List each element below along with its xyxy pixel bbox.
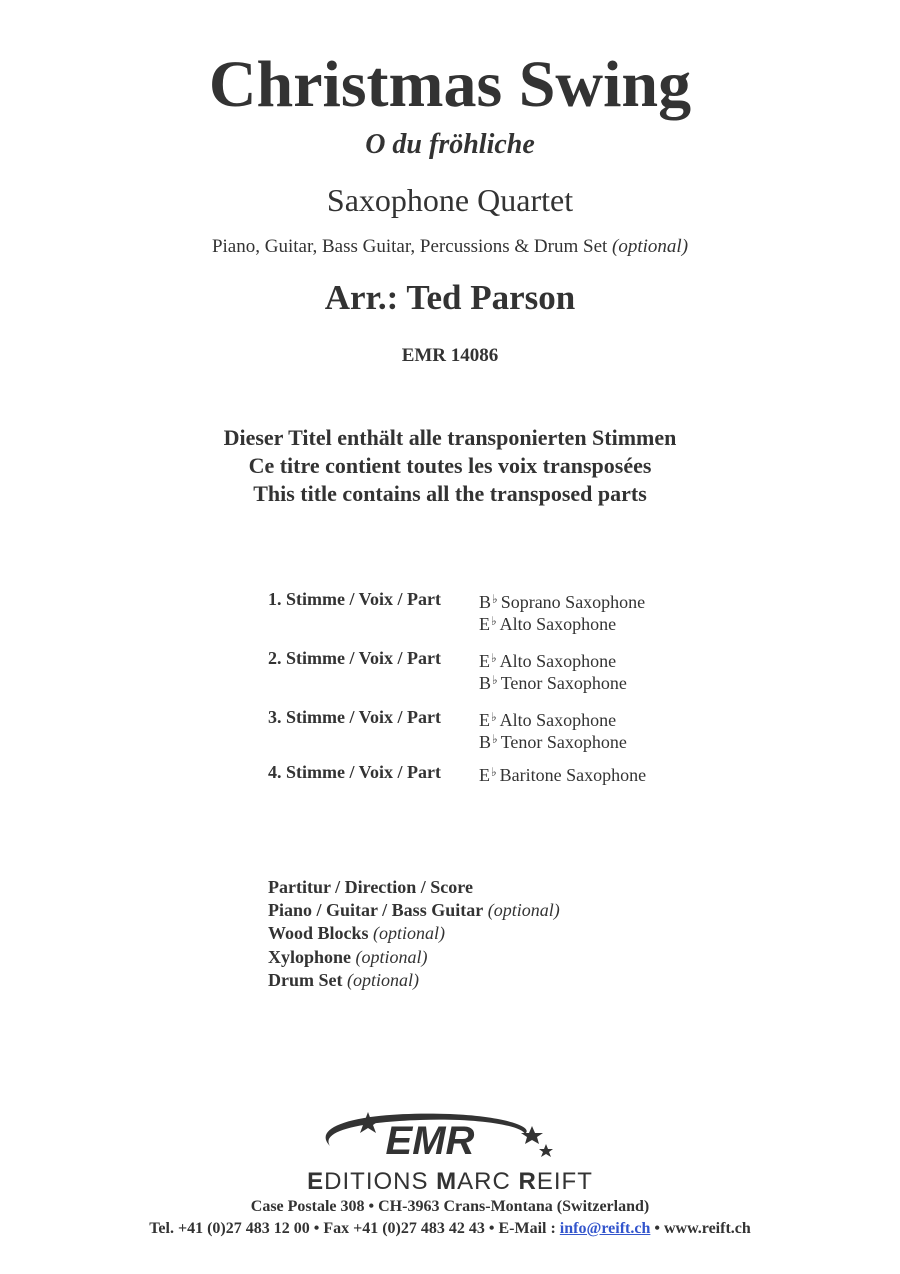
notice-line: Ce titre contient toutes les voix transposées <box>248 453 652 478</box>
instrumentation-line <box>0 237 900 256</box>
extra-item: Partitur / Direction / Score <box>268 877 473 897</box>
publisher-contact: Tel. +41 (0)27 483 12 00 • Fax +41 (0)27 483 42 43 • E-Mail : info@reift.ch • www.reift.ch <box>149 1220 751 1237</box>
part-instruments <box>479 763 646 785</box>
instrumentation-main: Piano, Guitar, Bass Guitar, Percussions & Drum Set <box>211 236 608 257</box>
part-label: 3. Stimme / Voix / Part <box>268 707 441 727</box>
part-label: 2. Stimme / Voix / Part <box>268 648 441 668</box>
extra-item: Drum Set (optional) <box>268 969 419 990</box>
flat-icon: ♭ <box>491 765 497 779</box>
flat-icon: ♭ <box>491 651 497 665</box>
part-instrument: B♭ Tenor Saxophone <box>479 732 627 752</box>
catalog-code: EMR 14086 <box>401 345 499 366</box>
logo-text: EMR <box>385 1119 475 1163</box>
part-instrument: B♭ Tenor Saxophone <box>479 673 627 693</box>
transposed-notice <box>0 424 900 508</box>
part-instruments <box>479 590 645 634</box>
part-instrument: E♭ Baritone Saxophone <box>479 765 647 785</box>
part-instrument: E♭ Alto Saxophone <box>479 614 617 634</box>
publisher-name: EDITIONS MARC REIFT <box>307 1168 593 1195</box>
part-instruments <box>479 649 627 693</box>
flat-icon: ♭ <box>491 614 497 628</box>
subtitle: O du fröhliche <box>365 129 535 160</box>
publisher-address: Case Postale 308 • CH-3963 Crans-Montana (Switzerland) <box>250 1198 650 1215</box>
extra-item: Piano / Guitar / Bass Guitar (optional) <box>268 900 560 921</box>
part-instrument: E♭ Alto Saxophone <box>479 651 617 671</box>
flat-icon: ♭ <box>492 673 498 687</box>
arranger: Arr.: Ted Parson <box>324 278 576 317</box>
part-instruments <box>479 708 627 752</box>
extra-item: Xylophone (optional) <box>268 946 428 967</box>
email-link[interactable]: info@reift.ch <box>559 1220 651 1237</box>
notice-line: This title contains all the transposed parts <box>253 481 647 506</box>
part-instrument: E♭ Alto Saxophone <box>479 710 617 730</box>
emr-logo-icon <box>300 1106 560 1166</box>
flat-icon: ♭ <box>492 732 498 746</box>
extra-item: Wood Blocks (optional) <box>268 923 446 944</box>
flat-icon: ♭ <box>492 592 498 606</box>
flat-icon: ♭ <box>491 710 497 724</box>
part-label: 1. Stimme / Voix / Part <box>268 589 441 609</box>
ensemble: Saxophone Quartet <box>326 182 574 218</box>
instrumentation-optional: (optional) <box>612 236 689 257</box>
part-label: 4. Stimme / Voix / Part <box>268 762 441 782</box>
part-instrument: B♭ Soprano Saxophone <box>479 592 646 612</box>
page-title: Christmas Swing <box>208 48 692 121</box>
additional-parts <box>268 876 560 992</box>
notice-line: Dieser Titel enthält alle transponierten Stimmen <box>223 425 677 450</box>
